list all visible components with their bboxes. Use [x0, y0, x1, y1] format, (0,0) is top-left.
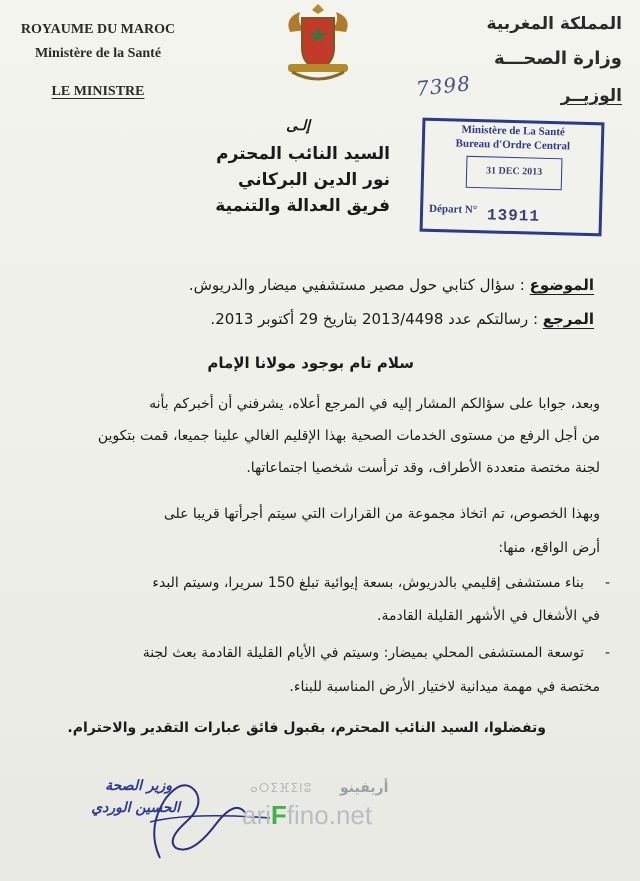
watermark-en-left: ari [242, 800, 271, 830]
coat-of-arms-emblem [282, 2, 354, 84]
body-bullet1-line2: في الأشغال في الأشهر القليلة القادمة. [377, 608, 600, 624]
body-p1-line1: وبعد، جوابا على سؤالكم المشار إليه في المرجع أعلاه، يشرفني أن أخبركم بأنه [149, 396, 600, 412]
subject-text: : سؤال كتابي حول مصير مستشفيي ميضار والدريوش. [188, 276, 525, 294]
watermark-en-mid: F [270, 800, 287, 830]
subject-label: الموضوع [529, 276, 594, 294]
header-ar-kingdom: المملكة المغربية [486, 14, 622, 34]
body-p1-line3: لجنة مختصة متعددة الأطراف، وقد ترأست شخصيا اجتماعاتها. [246, 460, 600, 476]
stamp-ministry: Ministère de La Santé [461, 123, 566, 139]
stamp-date: 31 DEC 2013 [485, 165, 543, 178]
greeting: سلام تام بوجود مولانا الإمام [207, 354, 414, 372]
watermark-arifino-logo [242, 800, 372, 831]
watermark-arabic: أريفينو [340, 780, 389, 796]
stamp-depart-number: 13911 [486, 206, 541, 226]
subject-line [189, 276, 594, 294]
reference-text: : رسالتكم عدد 2013/4498 بتاريخ 29 أكتوبر 2013. [210, 310, 538, 328]
header-fr-kingdom: ROYAUME DU MAROC [20, 22, 176, 37]
bullet-dash-2: - [604, 645, 610, 661]
closing-formula: وتفضلوا، السيد النائب المحترم، بقبول فائق عبارات التقدير والاحترام. [67, 720, 546, 736]
body-bullet2-line1: توسعة المستشفى المحلي بميضار: وسيتم في الأيام القليلة القادمة بعث لجنة [142, 645, 584, 661]
bureau-ordre-stamp [420, 118, 605, 237]
header-ar-minister: الوزيــر [560, 86, 622, 106]
stamp-date-box [466, 156, 563, 191]
addressee-group: فريق العدالة والتنمية [215, 196, 390, 216]
reference-label: المرجع [542, 310, 594, 328]
handwritten-reference-number: 7398 [414, 71, 473, 101]
watermark-tifinagh: ⴰⵔⵉⴼⵉⵏⵓ [250, 781, 313, 795]
reference-line [210, 310, 594, 328]
bullet-dash-1: - [604, 575, 610, 591]
watermark-en-right: fino.net [286, 800, 373, 830]
body-bullet2-line2: مختصة في مهمة ميدانية لاختيار الأرض المناسبة للبناء. [289, 679, 600, 695]
header-ar-ministry: وزارة الصحـــة [494, 48, 622, 69]
body-p2-line2: أرض الواقع، منها: [498, 540, 600, 556]
stamp-bureau: Bureau d'Ordre Central [455, 137, 571, 153]
stamp-depart-label: Départ N° [428, 202, 478, 217]
addressee-title: السيد النائب المحترم [216, 144, 390, 164]
signature-title: وزير الصحة [105, 778, 172, 794]
header-fr-minister: LE MINISTRE [51, 84, 145, 99]
body-p2-line1: وبهذا الخصوص، تم اتخاذ مجموعة من القرارات التي سيتم أجرأتها قريبا على [163, 506, 600, 522]
addressee-to: إلـى [286, 118, 310, 134]
addressee-name: نور الدين البركاني [238, 170, 390, 190]
signature-name: الحسين الوردي [91, 800, 180, 816]
header-fr-ministry: Ministère de la Santé [34, 46, 162, 61]
body-bullet1-line1: بناء مستشفى إقليمي بالدريوش، بسعة إيوائية تبلغ 150 سريرا، وسيتم البدء [152, 575, 584, 591]
body-p1-line2: من أجل الرفع من مستوى الخدمات الصحية بهذا الإقليم الغالي علينا جميعا، قمت بتكوين [97, 428, 600, 444]
